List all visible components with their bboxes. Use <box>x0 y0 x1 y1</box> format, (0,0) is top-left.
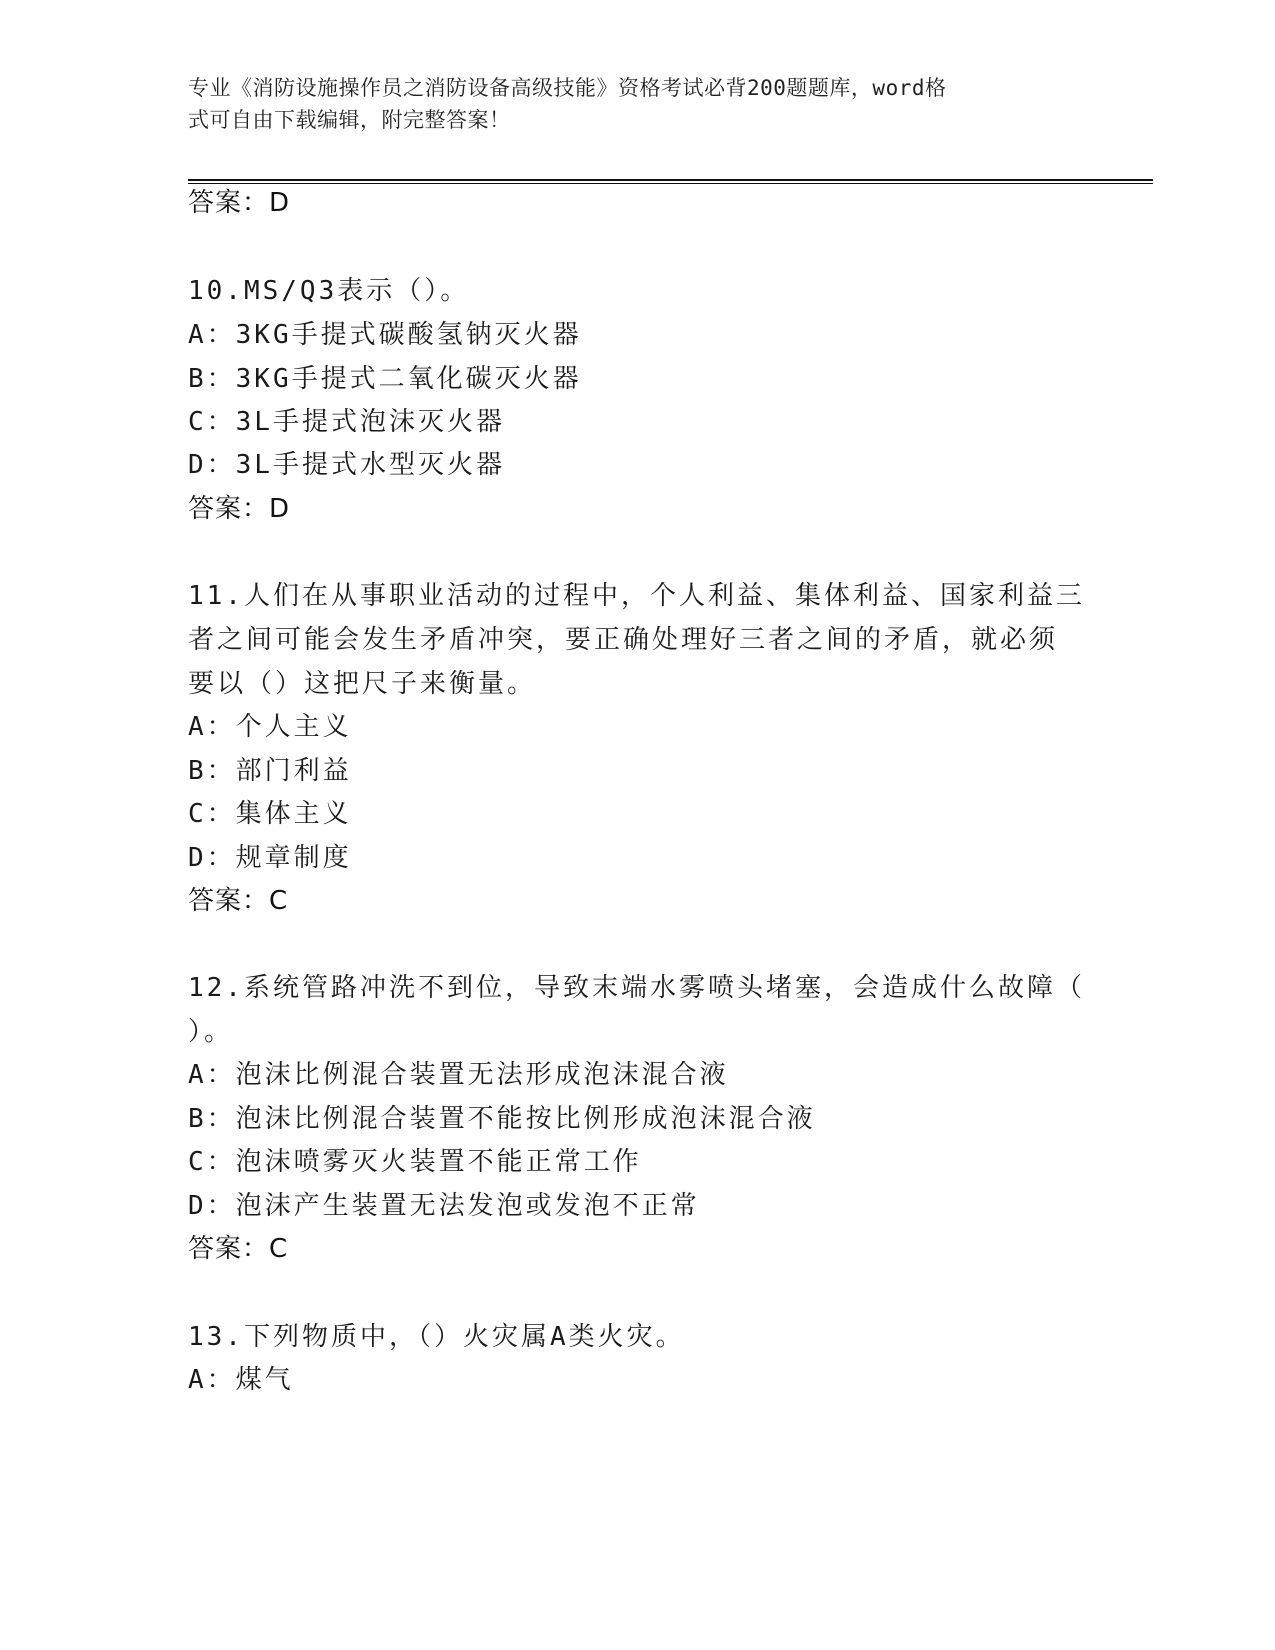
question-10-option-a: A：3KG手提式碳酸氢钠灭火器 <box>188 320 582 350</box>
header-line-1: 专业《消防设施操作员之消防设备高级技能》资格考试必背200题题库，word格 <box>188 76 947 100</box>
question-11-option-b: B：部门利益 <box>188 756 352 786</box>
question-11-option-c: C：集体主义 <box>188 799 352 829</box>
question-10-option-b: B：3KG手提式二氧化碳灭火器 <box>188 364 582 394</box>
question-10-option-d: D：3L手提式水型灭火器 <box>188 450 505 480</box>
question-11-stem-line-2: 者之间可能会发生矛盾冲突，要正确处理好三者之间的矛盾，就必须 <box>188 625 1059 655</box>
document-header <box>188 72 1068 136</box>
question-10-stem: 10.MS/Q3表示（）。 <box>188 276 470 306</box>
question-11-answer: 答案：C <box>188 886 289 916</box>
answer-label: 答案：D <box>188 188 291 218</box>
question-12-option-a: A：泡沫比例混合装置无法形成泡沫混合液 <box>188 1060 729 1090</box>
header-line-2: 式可自由下载编辑，附完整答案！ <box>188 108 511 132</box>
question-11-stem-line-3: 要以（）这把尺子来衡量。 <box>188 669 537 699</box>
header-rule-thin <box>188 183 1153 184</box>
question-12-stem-line-1: 12.系统管路冲洗不到位，导致末端水雾喷头堵塞，会造成什么故障（ <box>188 973 1085 1003</box>
question-12-answer: 答案：C <box>188 1234 289 1264</box>
question-12-option-c: C：泡沫喷雾灭火装置不能正常工作 <box>188 1147 642 1177</box>
question-12-option-d: D：泡沫产生装置无法发泡或发泡不正常 <box>188 1191 700 1221</box>
header-rule <box>188 179 1153 181</box>
question-11-stem-line-1: 11.人们在从事职业活动的过程中，个人利益、集体利益、国家利益三 <box>188 581 1085 611</box>
question-10-option-c: C：3L手提式泡沫灭火器 <box>188 407 505 437</box>
question-12-stem-line-2: ）。 <box>188 1017 234 1047</box>
question-10-answer: 答案：D <box>188 494 291 524</box>
question-12-option-b: B：泡沫比例混合装置不能按比例形成泡沫混合液 <box>188 1104 816 1134</box>
question-11-option-d: D：规章制度 <box>188 843 352 873</box>
question-13-stem: 13.下列物质中，（）火灾属A类火灾。 <box>188 1322 685 1352</box>
question-13-option-a: A：煤气 <box>188 1365 294 1395</box>
question-11-option-a: A：个人主义 <box>188 712 352 742</box>
